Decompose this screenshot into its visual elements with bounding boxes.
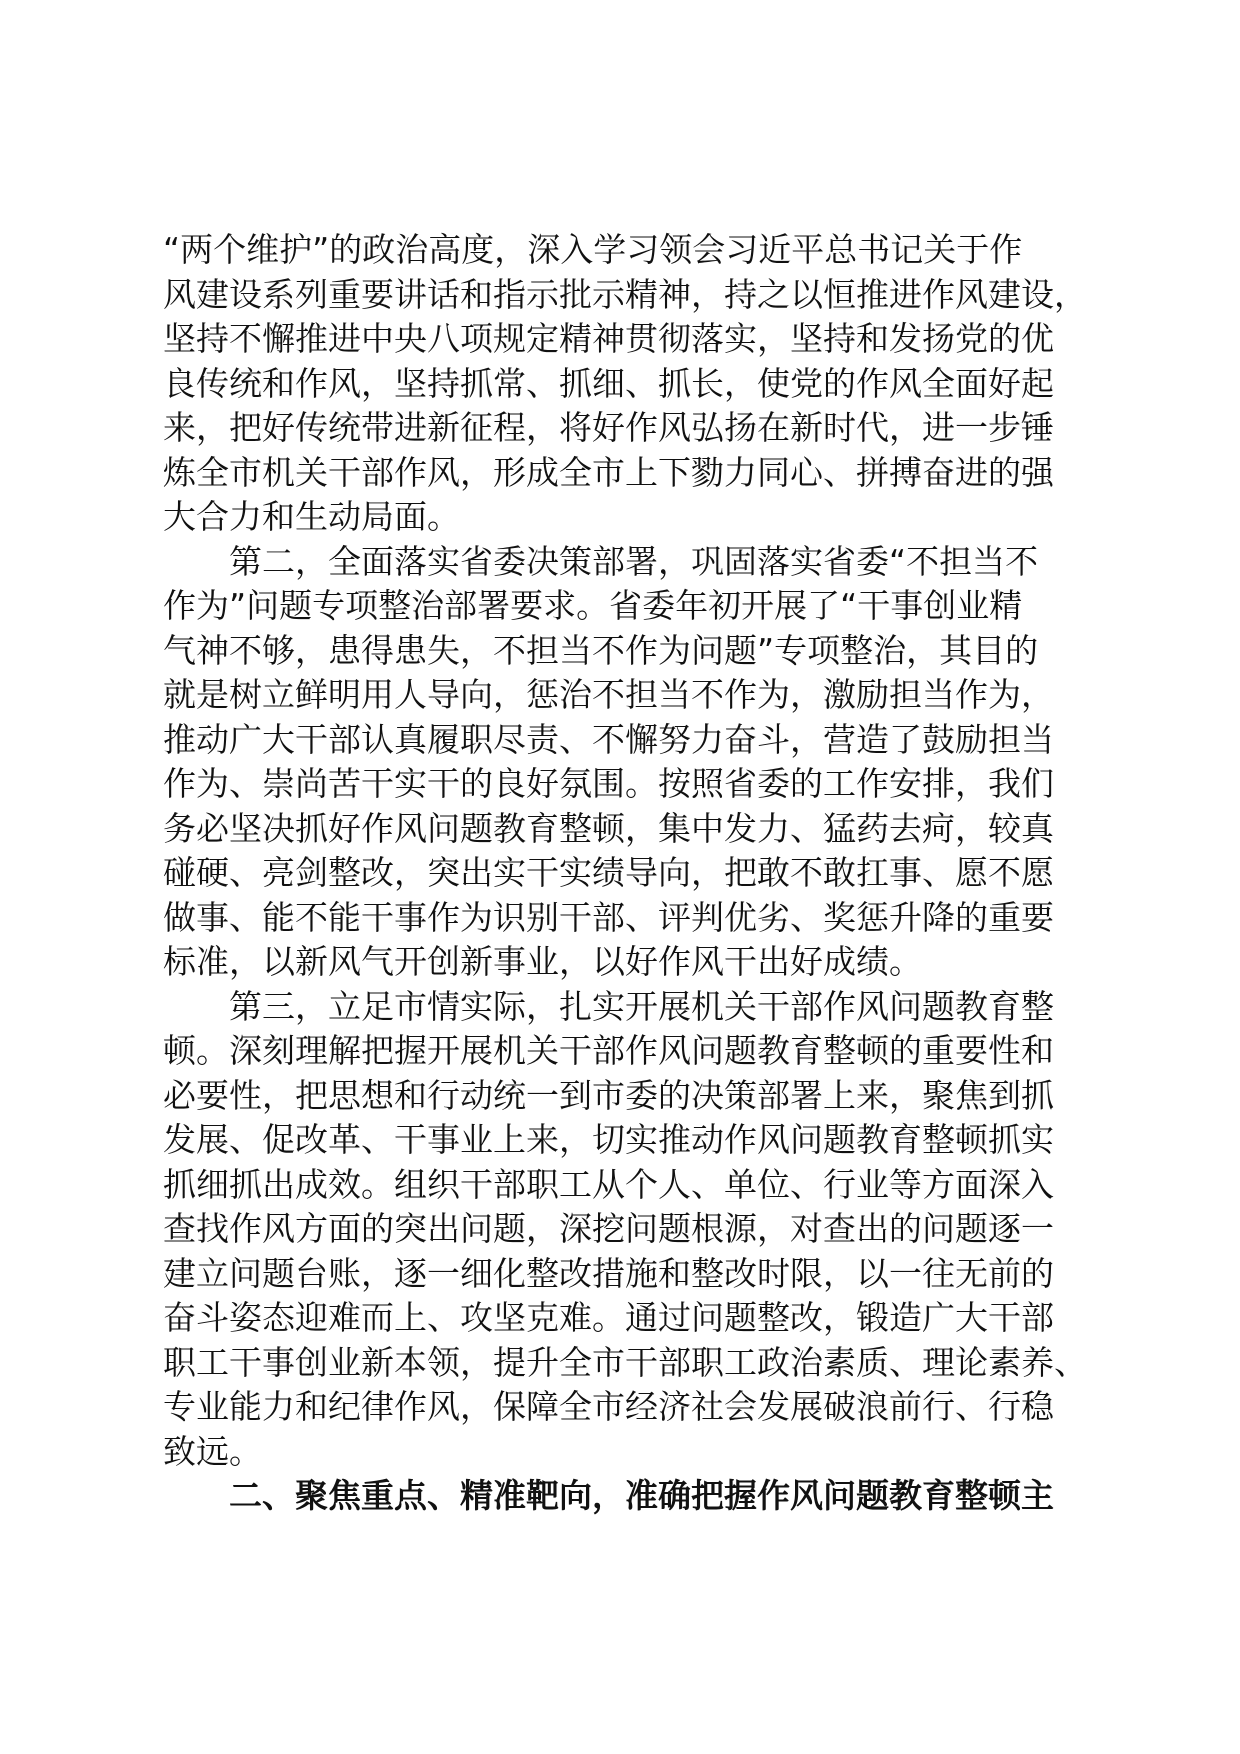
text-line: 气神不够，患得患失，不担当不作为问题”专项整治，其目的 (163, 630, 1039, 670)
text-line: 奋斗姿态迎难而上、攻坚克难。通过问题整改，锻造广大干部 (163, 1298, 1054, 1337)
text-line: 做事、能不能干事作为识别干部、评判优劣、奖惩升降的重要 (163, 897, 1054, 937)
text-line: 坚持不懈推进中央八项规定精神贯彻落实，坚持和发扬党的优 (163, 319, 1054, 358)
text-line: 专业能力和纪律作风，保障全市经济社会发展破浪前行、行稳 (163, 1387, 1054, 1426)
paragraph-third-point (163, 985, 1103, 1475)
text-line: 必要性，把思想和行动统一到市委的决策部署上来，聚焦到抓 (163, 1075, 1054, 1115)
text-line: 良传统和作风，坚持抓常、抓细、抓长，使党的作风全面好起 (163, 363, 1054, 403)
text-line: 推动广大干部认真履职尽责、不懈努力奋斗，营造了鼓励担当 (163, 719, 1054, 759)
text-line: 标准，以新风气开创新事业，以好作风干出好成绩。 (163, 942, 922, 981)
text-line: 职工干事创业新本领，提升全市干部职工政治素质、理论素养、 (163, 1342, 1087, 1382)
text-line: 第三，立足市情实际，扎实开展机关干部作风问题教育整 (229, 986, 1054, 1026)
section-heading (163, 1474, 1103, 1519)
paragraph-continuation (163, 228, 1103, 540)
text-line: 查找作风方面的突出问题，深挖问题根源，对查出的问题逐一 (163, 1209, 1054, 1248)
text-line: 第二，全面落实省委决策部署，巩固落实省委“不担当不 (229, 541, 1039, 581)
text-line: 发展、促改革、干事业上来，切实推动作风问题教育整顿抓实 (163, 1120, 1054, 1159)
text-line: 风建设系列重要讲话和指示批示精神，持之以恒推进作风建设， (163, 274, 1087, 314)
text-line: 来，把好传统带进新征程，将好作风弘扬在新时代，进一步锤 (163, 408, 1054, 447)
text-line: 大合力和生动局面。 (163, 497, 460, 536)
text-line: 作为”问题专项整治部署要求。省委年初开展了“干事创业精 (163, 586, 1023, 625)
text-line: 顿。深刻理解把握开展机关干部作风问题教育整顿的重要性和 (163, 1031, 1054, 1070)
text-line: “两个维护”的政治高度，深入学习领会习近平总书记关于作 (163, 230, 1023, 269)
text-line: 建立问题台账，逐一细化整改措施和整改时限，以一往无前的 (163, 1253, 1054, 1293)
text-line: 碰硬、亮剑整改，突出实干实绩导向，把敢不敢扛事、愿不愿 (163, 853, 1054, 892)
paragraph-second-point (163, 540, 1103, 985)
text-line: 炼全市机关干部作风，形成全市上下勠力同心、拼搏奋进的强 (163, 452, 1054, 492)
document-body (163, 228, 1103, 1519)
text-line: 务必坚决抓好作风问题教育整顿，集中发力、猛药去疴，较真 (163, 808, 1054, 848)
text-line: 抓细抓出成效。组织干部职工从个人、单位、行业等方面深入 (163, 1164, 1054, 1204)
text-line: 就是树立鲜明用人导向，惩治不担当不作为，激励担当作为， (163, 675, 1054, 714)
heading-line: 二、聚焦重点、精准靶向，准确把握作风问题教育整顿主 (229, 1476, 1054, 1515)
text-line: 作为、崇尚苦干实干的良好氛围。按照省委的工作安排，我们 (163, 764, 1054, 803)
text-line: 致远。 (163, 1431, 262, 1471)
